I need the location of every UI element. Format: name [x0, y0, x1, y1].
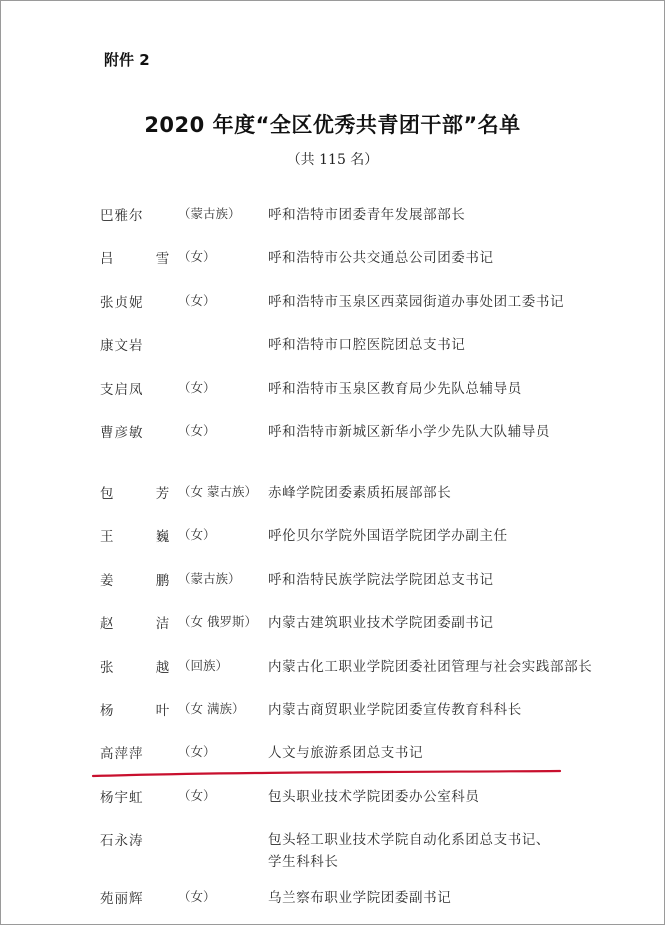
entry-name: 高萍萍	[100, 746, 144, 762]
red-underline-stroke	[93, 771, 560, 776]
entry-name: 包 芳	[100, 486, 189, 502]
entry-name: 支启凤	[100, 382, 144, 398]
entry-name: 吕 雪	[100, 251, 189, 267]
entry-note: （女）	[178, 889, 216, 904]
entry-position: 内蒙古建筑职业技术学院团委副书记	[268, 615, 494, 631]
entry-name: 杨宇虹	[100, 790, 144, 806]
entry-note: （女 满族）	[178, 701, 245, 716]
entry-position: 呼和浩特民族学院法学院团总支书记	[268, 572, 494, 588]
entry-position: 包头轻工职业技术学院自动化系团总支书记、	[268, 832, 550, 848]
entry-position: 呼和浩特市口腔医院团总支书记	[268, 337, 466, 353]
entry-name: 苑丽辉	[100, 891, 144, 907]
entry-position: 呼伦贝尔学院外国语学院团学办副主任	[268, 528, 508, 544]
entry-name: 康文岩	[100, 338, 144, 354]
entry-name: 巴雅尔	[100, 208, 144, 224]
page-title: 2020 年度“全区优秀共青团干部”名单	[144, 113, 521, 137]
entry-position: 包头职业技术学院团委办公室科员	[268, 789, 480, 805]
entry-position: 乌兰察布职业学院团委副书记	[268, 890, 452, 906]
entry-position: 呼和浩特市团委青年发展部部长	[268, 207, 466, 223]
entry-position: 内蒙古商贸职业学院团委宣传教育科科长	[268, 702, 522, 718]
entry-note: （女）	[178, 293, 216, 308]
entry-position: 内蒙古化工职业学院团委社团管理与社会实践部部长	[268, 659, 593, 675]
entry-note: （女）	[178, 527, 216, 542]
entry-name: 张 越	[100, 660, 189, 676]
entry-note: （蒙古族）	[178, 206, 241, 221]
entry-note: （女 俄罗斯）	[178, 614, 257, 629]
entry-note: （女 蒙古族）	[178, 484, 257, 499]
entry-note: （蒙古族）	[178, 571, 241, 586]
entry-position-line2: 学生科科长	[268, 854, 339, 870]
entry-note: （女）	[178, 249, 216, 264]
entry-name: 石永涛	[100, 833, 144, 849]
entry-note: （女）	[178, 423, 216, 438]
entry-name: 杨 叶	[100, 703, 189, 719]
entry-position: 呼和浩特市公共交通总公司团委书记	[268, 250, 494, 266]
entry-position: 人文与旅游系团总支书记	[268, 745, 424, 761]
entry-position: 赤峰学院团委素质拓展部部长	[268, 485, 452, 501]
entry-note: （回族）	[178, 658, 229, 673]
entry-note: （女）	[178, 380, 216, 395]
entry-name: 王 巍	[100, 529, 189, 545]
page-subtitle: （共 115 名）	[286, 152, 379, 168]
entry-name: 张贞妮	[100, 295, 144, 311]
entry-position: 呼和浩特市玉泉区西菜园街道办事处团工委书记	[268, 294, 565, 310]
entry-note: （女）	[178, 788, 216, 803]
attachment-label: 附件 2	[104, 51, 150, 69]
entry-note: （女）	[178, 744, 216, 759]
entry-name: 姜 鹏	[100, 573, 189, 589]
entry-name: 赵 洁	[100, 616, 189, 632]
entry-name: 曹彦敏	[100, 425, 144, 441]
entry-position: 呼和浩特市新城区新华小学少先队大队辅导员	[268, 424, 550, 440]
entry-position: 呼和浩特市玉泉区教育局少先队总辅导员	[268, 381, 522, 397]
